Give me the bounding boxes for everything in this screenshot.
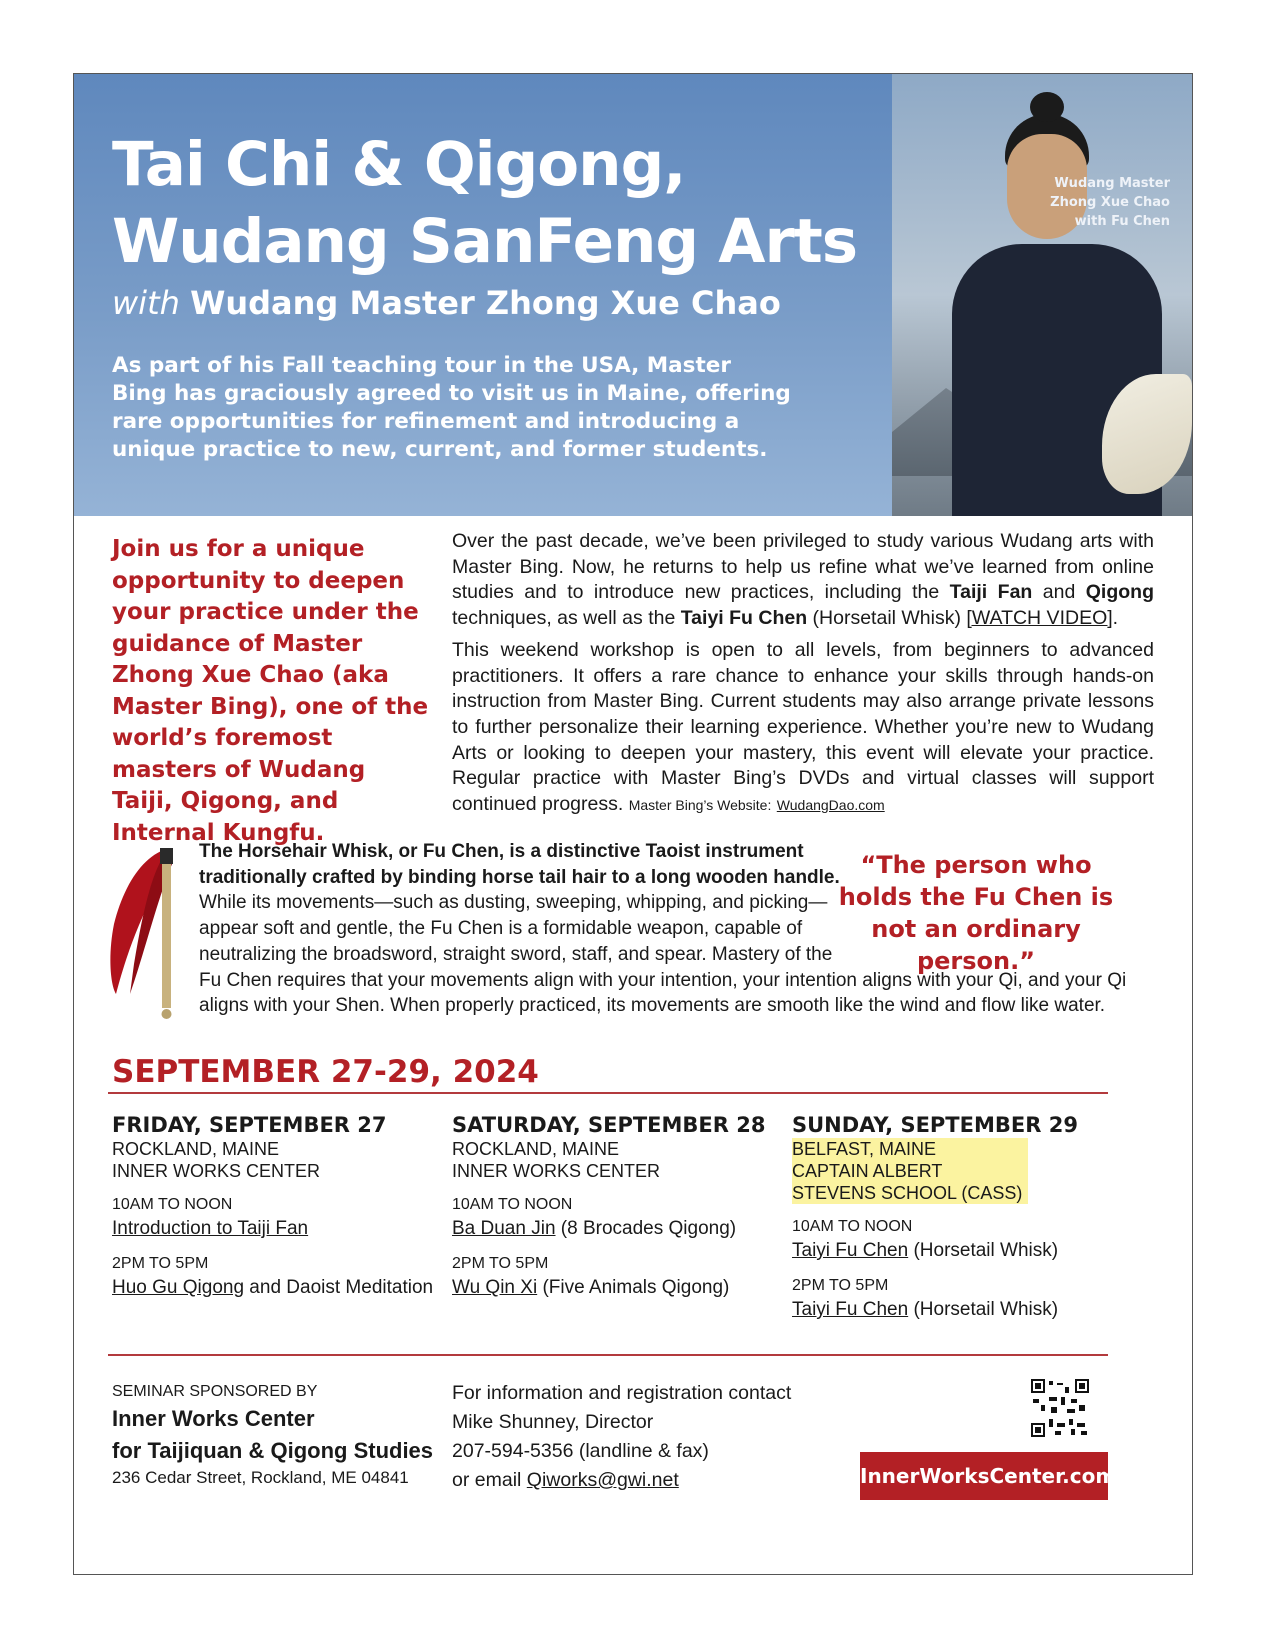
divider (108, 1354, 1108, 1356)
schedule-day: SATURDAY, SEPTEMBER 28 ROCKLAND, MAINE INNER WORKS CENTER 10AM TO NOON Ba Duan Jin (8 Brocades Qigong) 2PM TO 5PM Wu Qin Xi (Five Animals Qigong) (452, 1113, 766, 1298)
pull-quote: “The person who holds the Fu Chen is not an ordinary person.” (838, 851, 1114, 975)
flyer-page (73, 73, 1193, 1575)
session-link[interactable]: Wu Qin Xi (452, 1277, 538, 1298)
email-link[interactable]: Qiworks@gwi.net (526, 1469, 679, 1491)
schedule-day: FRIDAY, SEPTEMBER 27 ROCKLAND, MAINE INNER WORKS CENTER 10AM TO NOON Introduction to Taiji Fan 2PM TO 5PM Huo Gu Qigong and Daoist Meditation (112, 1113, 434, 1298)
hero-banner (74, 74, 1192, 516)
highlighted-location: BELFAST, MAINE CAPTAIN ALBERT STEVENS SCHOOL (CASS) (792, 1138, 1028, 1204)
whisk-section: The Horsehair Whisk, or Fu Chen, is a distinctive Taoist instrument traditionally crafted by binding horse tail hair to a long wooden handle. While its movements—such as dusting, sweeping, whipping, and picking—appear soft and gentle, the Fu Chen is a formidable weapon, capable of neutralizing the broadsword, straight sword, staff, and spear. Mastery of the Fu Chen requires that your movements align with your intention, your intention aligns with your Qi, and your Qi aligns with your Shen. When properly practiced, its movements are smooth like the wind and flow like water. (199, 841, 1127, 1017)
watch-video-link[interactable]: [WATCH VIDEO] (966, 607, 1113, 630)
master-photo (892, 74, 1192, 516)
horsetail-whisk-image (104, 844, 184, 1024)
sponsor-info: SEMINAR SPONSORED BY Inner Works Center for Taijiquan & Qigong Studies 236 Cedar Street, Rockland, ME 04841 (112, 1383, 434, 1487)
session-link[interactable]: Huo Gu Qigong (112, 1277, 245, 1298)
session-link[interactable]: Taiyi Fu Chen (792, 1240, 909, 1261)
intro-text: As part of his Fall teaching tour in the USA, Master Bing has graciously agreed to visit us in Maine, offering rare opportunities for refinement and introducing a unique practice to new, current, and former students. (112, 353, 791, 462)
session-link[interactable]: Taiyi Fu Chen (792, 1299, 909, 1320)
session-link[interactable]: Introduction to Taiji Fan (112, 1218, 309, 1239)
schedule-day: SUNDAY, SEPTEMBER 29 BELFAST, MAINE CAPTAIN ALBERT STEVENS SCHOOL (CASS) 10AM TO NOON Taiyi Fu Chen (Horsetail Whisk) 2PM TO 5PM Taiyi Fu Chen (Horsetail Whisk) (792, 1113, 1078, 1320)
description: Over the past decade, we’ve been privileged to study various Wudang arts with Master Bing. Now, he returns to help us refine what we’ve learned from online studies and to introduce new practices, including the Taiji Fan and Qigong techniques, as well as the Taiyi Fu Chen (Horsetail Whisk) [WATCH VIDEO]. This weekend workshop is open to all levels, from beginners to advanced practitioners. It offers a rare chance to enhance your skills through hands-on instruction from Master Bing. Current students may also arrange private lessons to further personalize their learning experience. Whether you’re new to Wudang Arts or looking to deepen your mastery, this event will elevate your practice. Regular practice with Master Bing’s DVDs and virtual classes will support continued progress. Master Bing’s Website: WudangDao.com (452, 530, 1154, 816)
session-link[interactable]: Ba Duan Jin (452, 1218, 556, 1239)
dates-heading: SEPTEMBER 27-29, 2024 (112, 1054, 539, 1090)
divider (108, 1092, 1108, 1094)
subtitle: with Wudang Master Zhong Xue Chao (112, 284, 781, 322)
wudangdao-link[interactable]: WudangDao.com (776, 797, 885, 814)
website-button[interactable]: InnerWorksCenter.com (860, 1452, 1108, 1500)
join-callout: Join us for a unique opportunity to deepen your practice under the guidance of Master Zhong Xue Chao (aka Master Bing), one of the world’s foremost masters of Wudang Taiji, Qigong, and Internal Kungfu. (112, 536, 429, 846)
photo-caption: Wudang Master Zhong Xue Chao with Fu Chen (1050, 176, 1170, 229)
contact-info: For information and registration contact Mike Shunney, Director 207-594-5356 (landline & fax) or email Qiworks@gwi.net (452, 1382, 792, 1491)
qr-code[interactable] (1031, 1379, 1089, 1437)
page-title: Tai Chi & Qigong, Wudang SanFeng Arts (112, 129, 858, 277)
